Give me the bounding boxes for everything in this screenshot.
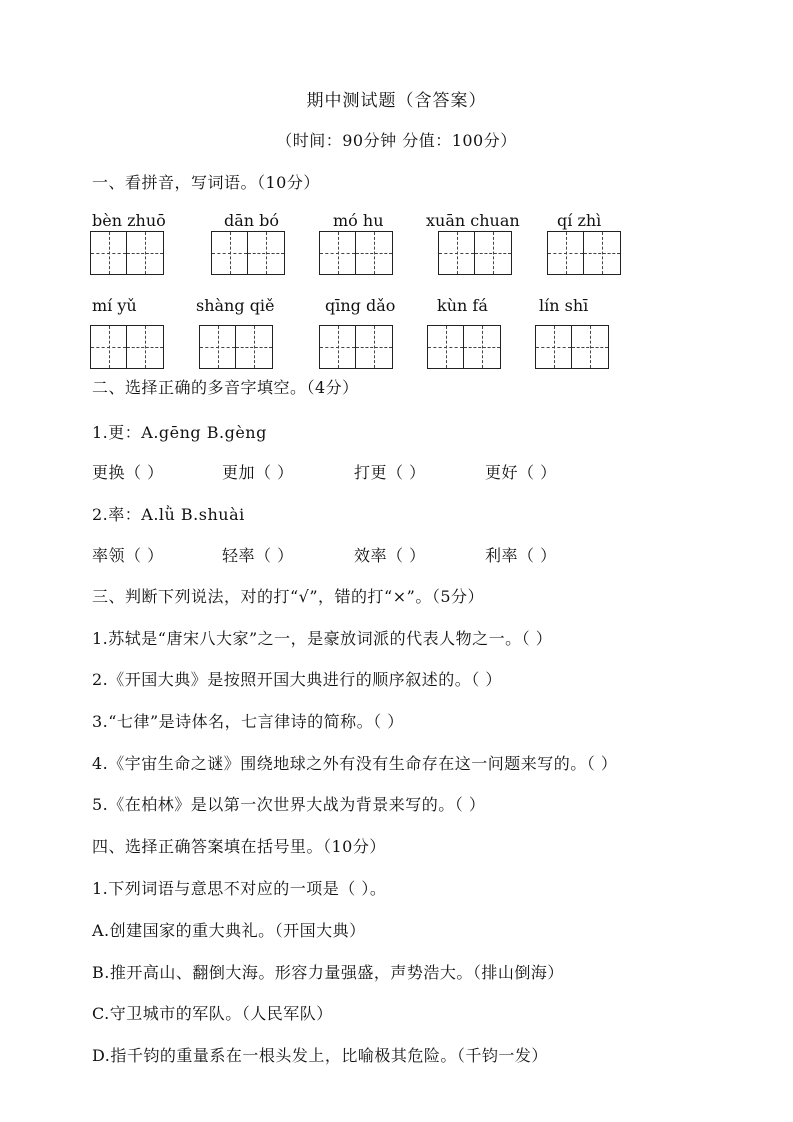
writing-grid[interactable] <box>535 325 609 369</box>
writing-grid[interactable] <box>438 231 512 275</box>
pinyin-label: mí yǔ <box>92 296 137 315</box>
pinyin-label: mó hu <box>333 211 384 230</box>
section4-heading: 四、选择正确答案填在括号里。（10分） <box>92 837 386 856</box>
pinyin-label: qīng dǎo <box>325 296 396 315</box>
writing-grid[interactable] <box>211 231 285 275</box>
pinyin-label: dān bó <box>224 211 280 230</box>
writing-grid[interactable] <box>199 325 273 369</box>
fill-item: 率领（ ） <box>92 546 164 565</box>
choice-option: B.推开高山、翻倒大海。形容力量强盛，声势浩大。（排山倒海） <box>92 963 564 982</box>
section1-heading: 一、看拼音，写词语。（10分） <box>92 173 320 192</box>
pinyin-label: kùn fá <box>437 296 488 315</box>
choice-option: D.指千钧的重量系在一根头发上，比喻极其危险。（千钧一发） <box>92 1046 548 1065</box>
question-label: 1.更：A.gēng B.gèng <box>92 423 267 442</box>
fill-item: 轻率（ ） <box>222 546 294 565</box>
writing-grid[interactable] <box>90 325 164 369</box>
judge-item: 2.《开国大典》是按照开国大典进行的顺序叙述的。（ ） <box>92 670 502 689</box>
judge-item: 5.《在柏林》是以第一次世界大战为背景来写的。（ ） <box>92 795 486 814</box>
fill-item: 更换（ ） <box>92 463 164 482</box>
fill-item: 打更（ ） <box>354 463 426 482</box>
pinyin-label: lín shī <box>539 296 589 315</box>
writing-grid[interactable] <box>90 231 164 275</box>
exam-info: （时间：90分钟 分值：100分） <box>276 131 517 150</box>
writing-grid[interactable] <box>547 231 621 275</box>
judge-item: 4.《宇宙生命之谜》围绕地球之外有没有生命存在这一问题来写的。（ ） <box>92 754 618 773</box>
pinyin-label: qí zhì <box>557 211 602 230</box>
page-title: 期中测试题（含答案） <box>306 91 487 111</box>
choice-option: C.守卫城市的军队。（人民军队） <box>92 1004 333 1023</box>
fill-item: 更加（ ） <box>222 463 294 482</box>
pinyin-label: shàng qiě <box>196 296 275 315</box>
fill-item: 利率（ ） <box>485 546 557 565</box>
section2-heading: 二、选择正确的多音字填空。（4分） <box>92 378 359 397</box>
fill-item: 效率（ ） <box>354 546 426 565</box>
writing-grid[interactable] <box>319 231 393 275</box>
writing-grid[interactable] <box>427 325 501 369</box>
choice-option: A.创建国家的重大典礼。（开国大典） <box>92 921 366 940</box>
pinyin-label: xuān chuan <box>426 211 520 230</box>
question-label: 2.率：A.lǜ B.shuài <box>92 505 245 524</box>
section3-heading: 三、判断下列说法，对的打“√”，错的打“×”。（5分） <box>92 587 485 606</box>
judge-item: 1.苏轼是“唐宋八大家”之一，是豪放词派的代表人物之一。（ ） <box>92 629 553 648</box>
judge-item: 3.“七律”是诗体名，七言律诗的简称。（ ） <box>92 712 404 731</box>
writing-grid[interactable] <box>319 325 393 369</box>
choice-question: 1.下列词语与意思不对应的一项是（ ）。 <box>92 879 387 898</box>
pinyin-label: bèn zhuō <box>92 211 166 230</box>
fill-item: 更好（ ） <box>485 463 557 482</box>
